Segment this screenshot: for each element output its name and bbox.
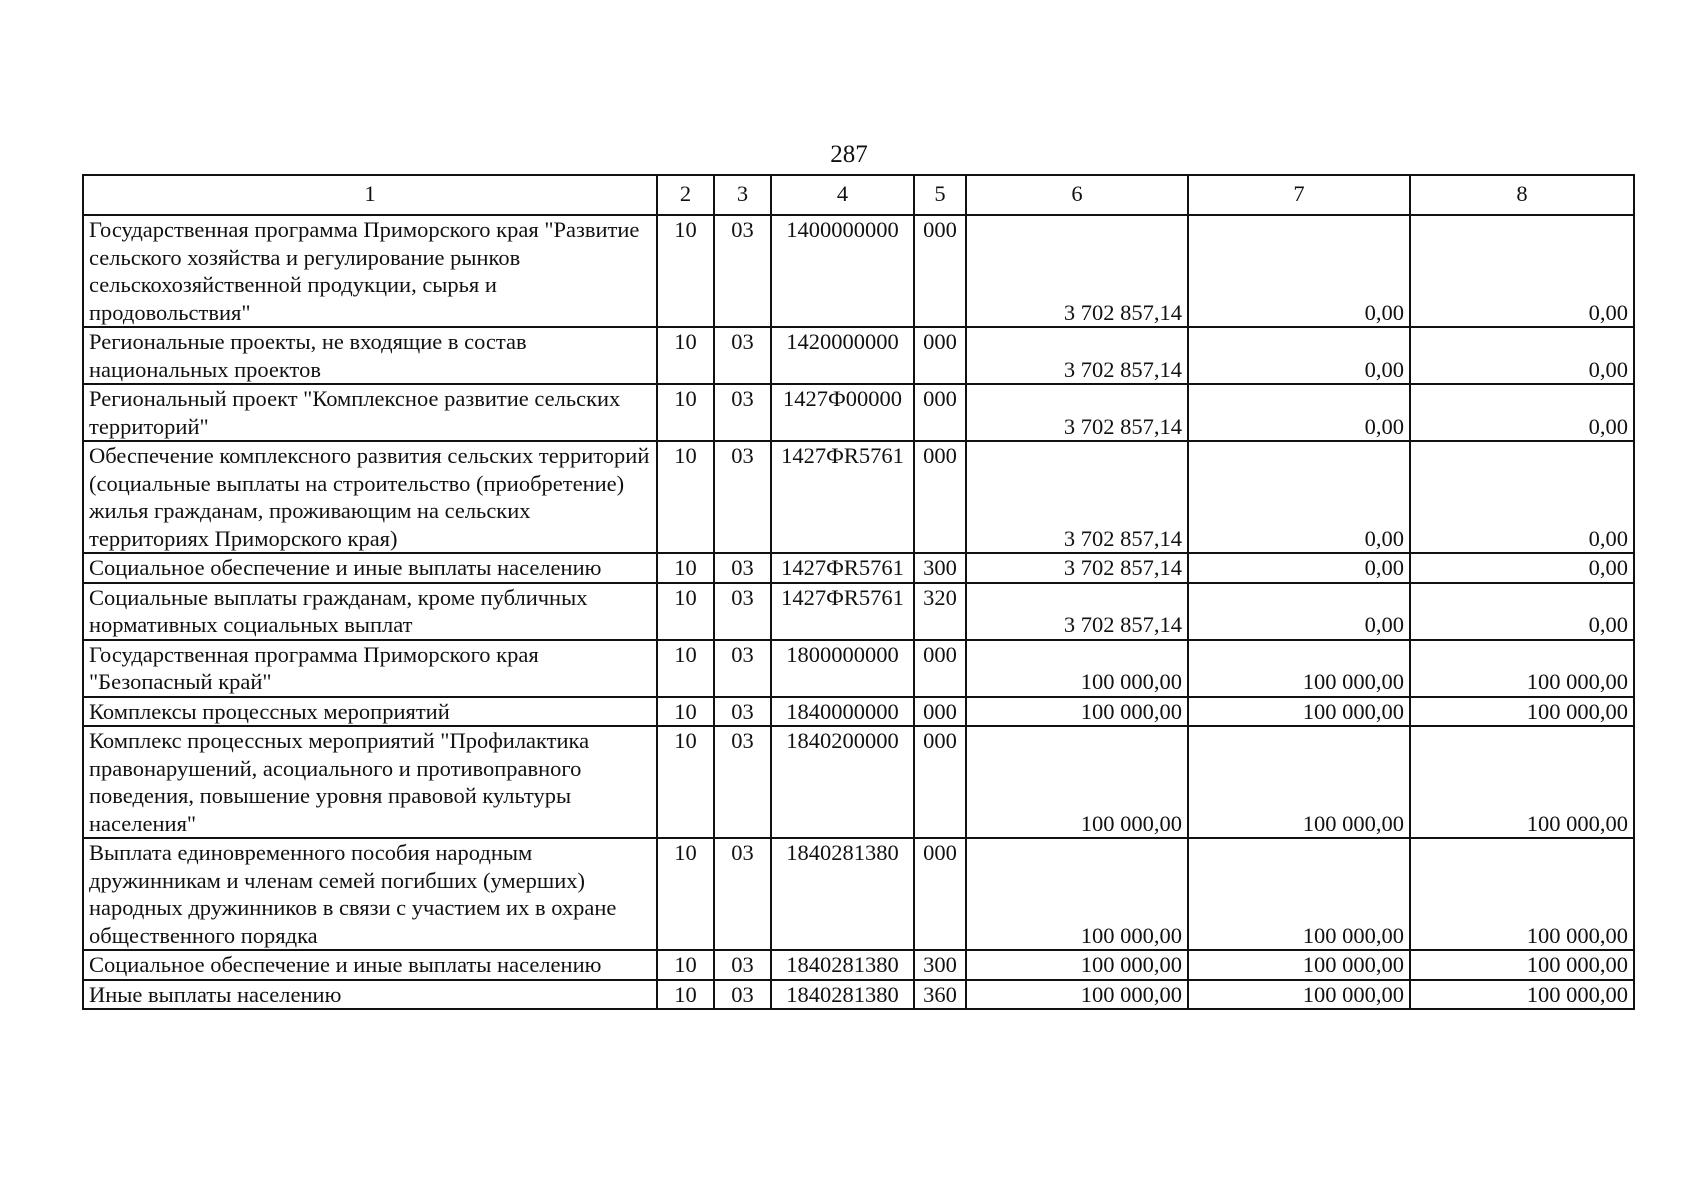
target-article-code: 1427ФR5761 (771, 441, 914, 553)
subsection-code: 03 (714, 697, 771, 727)
target-article-code: 1840000000 (771, 697, 914, 727)
subsection-code: 03 (714, 640, 771, 697)
subsection-code: 03 (714, 215, 771, 327)
amount-col6: 3 702 857,14 (966, 327, 1188, 384)
header-row (83, 175, 1634, 215)
section-code: 10 (657, 583, 714, 640)
budget-table (82, 174, 1635, 1010)
amount-col6: 3 702 857,14 (966, 215, 1188, 327)
amount-col7: 100 000,00 (1188, 980, 1410, 1010)
expense-type-code: 000 (914, 441, 966, 553)
row-name: Государственная программа Приморского края "Безопасный край" (83, 640, 657, 697)
table-row (83, 327, 1634, 384)
subsection-code: 03 (714, 384, 771, 441)
row-name: Региональные проекты, не входящие в состав национальных проектов (83, 327, 657, 384)
amount-col7: 0,00 (1188, 583, 1410, 640)
target-article-code: 1427ФR5761 (771, 583, 914, 640)
amount-col7: 100 000,00 (1188, 838, 1410, 950)
amount-col6: 3 702 857,14 (966, 384, 1188, 441)
table-row (83, 980, 1634, 1010)
expense-type-code: 000 (914, 697, 966, 727)
section-code: 10 (657, 553, 714, 583)
section-code: 10 (657, 950, 714, 980)
target-article-code: 1800000000 (771, 640, 914, 697)
section-code: 10 (657, 980, 714, 1010)
expense-type-code: 300 (914, 553, 966, 583)
row-name: Иные выплаты населению (83, 980, 657, 1010)
expense-type-code: 000 (914, 327, 966, 384)
amount-col6: 100 000,00 (966, 980, 1188, 1010)
expense-type-code: 000 (914, 726, 966, 838)
table-row (83, 640, 1634, 697)
table-row (83, 384, 1634, 441)
table-row (83, 215, 1634, 327)
amount-col7: 100 000,00 (1188, 697, 1410, 727)
amount-col6: 3 702 857,14 (966, 583, 1188, 640)
table-row (83, 838, 1634, 950)
subsection-code: 03 (714, 553, 771, 583)
amount-col6: 3 702 857,14 (966, 441, 1188, 553)
section-code: 10 (657, 215, 714, 327)
table-row (83, 441, 1634, 553)
amount-col8: 100 000,00 (1410, 697, 1634, 727)
section-code: 10 (657, 697, 714, 727)
row-name: Социальное обеспечение и иные выплаты населению (83, 950, 657, 980)
amount-col8: 100 000,00 (1410, 980, 1634, 1010)
expense-type-code: 000 (914, 384, 966, 441)
amount-col8: 0,00 (1410, 583, 1634, 640)
row-name: Комплекс процессных мероприятий "Профилактика правонарушений, асоциального и противоправного поведения, повышение уровня правовой культуры населения" (83, 726, 657, 838)
amount-col6: 100 000,00 (966, 726, 1188, 838)
amount-col6: 3 702 857,14 (966, 553, 1188, 583)
amount-col7: 0,00 (1188, 553, 1410, 583)
target-article-code: 1427Ф00000 (771, 384, 914, 441)
expense-type-code: 360 (914, 980, 966, 1010)
table-row (83, 726, 1634, 838)
row-name: Социальное обеспечение и иные выплаты населению (83, 553, 657, 583)
amount-col7: 0,00 (1188, 215, 1410, 327)
table-row (83, 553, 1634, 583)
section-code: 10 (657, 640, 714, 697)
amount-col8: 100 000,00 (1410, 726, 1634, 838)
section-code: 10 (657, 441, 714, 553)
column-header: 4 (771, 175, 914, 215)
row-name: Выплата единовременного пособия народным дружинникам и членам семей погибших (умерших) народных дружинников в связи с участием их в охране общественного порядка (83, 838, 657, 950)
subsection-code: 03 (714, 726, 771, 838)
expense-type-code: 000 (914, 838, 966, 950)
section-code: 10 (657, 327, 714, 384)
row-name: Государственная программа Приморского края "Развитие сельского хозяйства и регулирование рынков сельскохозяйственной продукции, сырья и продовольствия" (83, 215, 657, 327)
amount-col8: 0,00 (1410, 215, 1634, 327)
amount-col7: 100 000,00 (1188, 640, 1410, 697)
amount-col7: 0,00 (1188, 441, 1410, 553)
subsection-code: 03 (714, 980, 771, 1010)
amount-col8: 0,00 (1410, 384, 1634, 441)
column-header: 7 (1188, 175, 1410, 215)
target-article-code: 1840281380 (771, 950, 914, 980)
amount-col6: 100 000,00 (966, 640, 1188, 697)
amount-col7: 100 000,00 (1188, 726, 1410, 838)
column-header: 5 (914, 175, 966, 215)
target-article-code: 1840281380 (771, 838, 914, 950)
amount-col6: 100 000,00 (966, 697, 1188, 727)
expense-type-code: 320 (914, 583, 966, 640)
amount-col8: 100 000,00 (1410, 950, 1634, 980)
column-header: 3 (714, 175, 771, 215)
target-article-code: 1840281380 (771, 980, 914, 1010)
target-article-code: 1400000000 (771, 215, 914, 327)
expense-type-code: 000 (914, 640, 966, 697)
subsection-code: 03 (714, 327, 771, 384)
expense-type-code: 300 (914, 950, 966, 980)
target-article-code: 1427ФR5761 (771, 553, 914, 583)
amount-col8: 0,00 (1410, 553, 1634, 583)
subsection-code: 03 (714, 583, 771, 640)
row-name: Социальные выплаты гражданам, кроме публичных нормативных социальных выплат (83, 583, 657, 640)
column-header: 1 (83, 175, 657, 215)
subsection-code: 03 (714, 441, 771, 553)
amount-col8: 0,00 (1410, 327, 1634, 384)
target-article-code: 1420000000 (771, 327, 914, 384)
table-row (83, 583, 1634, 640)
subsection-code: 03 (714, 838, 771, 950)
amount-col7: 0,00 (1188, 327, 1410, 384)
section-code: 10 (657, 838, 714, 950)
column-header: 8 (1410, 175, 1634, 215)
table-row (83, 950, 1634, 980)
expense-type-code: 000 (914, 215, 966, 327)
target-article-code: 1840200000 (771, 726, 914, 838)
section-code: 10 (657, 384, 714, 441)
subsection-code: 03 (714, 950, 771, 980)
table-row (83, 697, 1634, 727)
row-name: Региональный проект "Комплексное развитие сельских территорий" (83, 384, 657, 441)
page-number: 287 (830, 141, 868, 168)
row-name: Обеспечение комплексного развития сельских территорий (социальные выплаты на строительство (приобретение) жилья гражданам, проживающим на сельских территориях Приморского края) (83, 441, 657, 553)
amount-col6: 100 000,00 (966, 838, 1188, 950)
amount-col6: 100 000,00 (966, 950, 1188, 980)
column-header: 6 (966, 175, 1188, 215)
amount-col8: 100 000,00 (1410, 640, 1634, 697)
column-header: 2 (657, 175, 714, 215)
section-code: 10 (657, 726, 714, 838)
amount-col8: 0,00 (1410, 441, 1634, 553)
amount-col7: 100 000,00 (1188, 950, 1410, 980)
amount-col8: 100 000,00 (1410, 838, 1634, 950)
amount-col7: 0,00 (1188, 384, 1410, 441)
row-name: Комплексы процессных мероприятий (83, 697, 657, 727)
